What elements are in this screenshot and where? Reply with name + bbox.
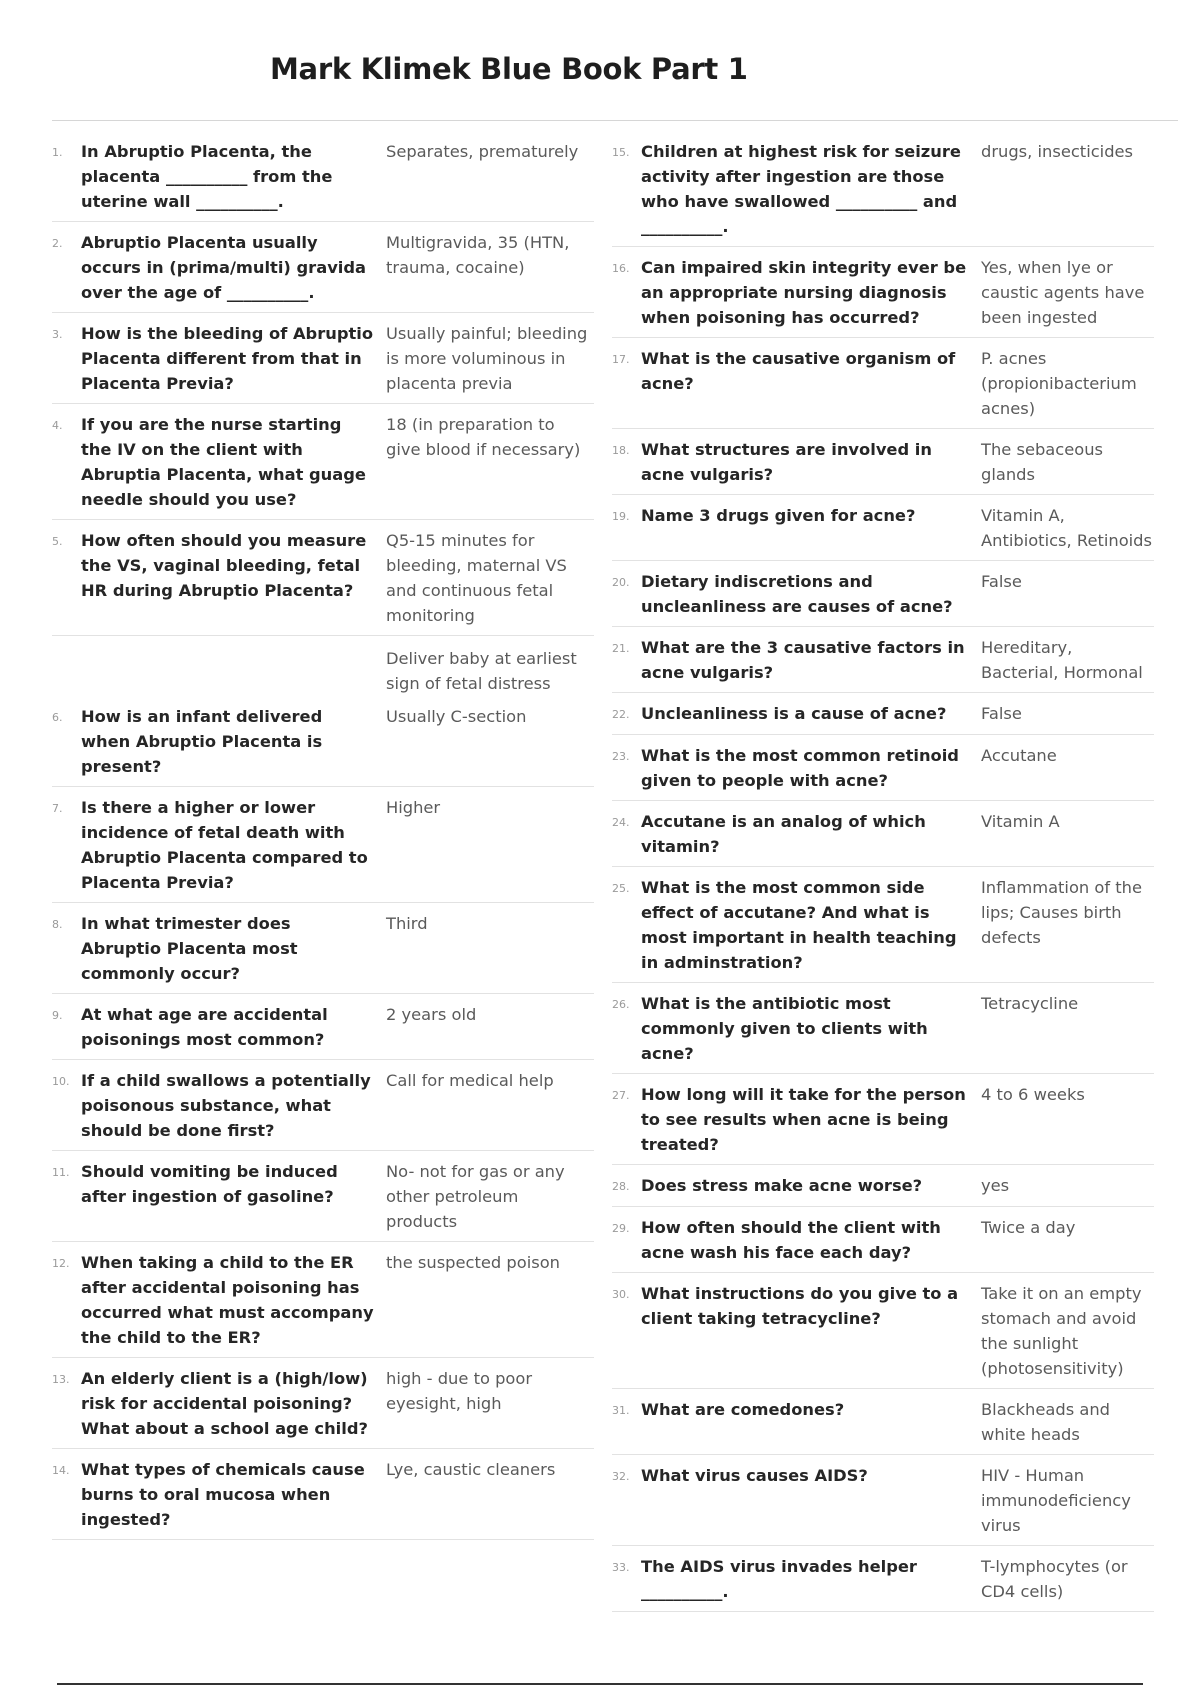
card-number: 33. bbox=[612, 1561, 630, 1574]
flashcard bbox=[52, 526, 594, 636]
card-answer: Take it on an empty stomach and avoid the sunlight (photosensitivity) bbox=[981, 1284, 1142, 1378]
flashcard bbox=[52, 228, 594, 313]
flashcard bbox=[52, 1066, 594, 1151]
card-number: 21. bbox=[612, 642, 630, 655]
card-answer: Vitamin A, Antibiotics, Retinoids bbox=[981, 506, 1153, 550]
card-number: 18. bbox=[612, 444, 630, 457]
card-number: 19. bbox=[612, 510, 630, 523]
card-answer: Separates, prematurely bbox=[386, 142, 579, 161]
card-question: Dietary indiscretions and uncleanliness are causes of acne? bbox=[641, 572, 953, 616]
flashcard bbox=[612, 741, 1154, 801]
card-number: 14. bbox=[52, 1464, 70, 1477]
card-question: Accutane is an analog of which vitamin? bbox=[641, 812, 926, 856]
card-question: At what age are accidental poisonings most common? bbox=[81, 1005, 328, 1049]
card-question: How often should you measure the VS, vaginal bleeding, fetal HR during Abruptio Placenta? bbox=[81, 531, 367, 600]
card-answer: HIV - Human immunodeficiency virus bbox=[981, 1466, 1131, 1535]
card-number: 27. bbox=[612, 1089, 630, 1102]
card-answer: 18 (in preparation to give blood if necessary) bbox=[386, 415, 581, 459]
card-question: In what trimester does Abruptio Placenta most commonly occur? bbox=[81, 914, 298, 983]
flashcard bbox=[612, 1080, 1154, 1165]
card-question: When taking a child to the ER after accidental poisoning has occurred what must accompany the child to the ER? bbox=[81, 1253, 374, 1347]
card-question: An elderly client is a (high/low) risk for accidental poisoning? What about a school age child? bbox=[81, 1369, 368, 1438]
card-question: Is there a higher or lower incidence of fetal death with Abruptio Placenta compared to Placenta Previa? bbox=[81, 798, 368, 892]
card-number: 3. bbox=[52, 328, 63, 341]
card-number: 24. bbox=[612, 816, 630, 829]
card-question: Does stress make acne worse? bbox=[641, 1176, 923, 1195]
card-answer: The sebaceous glands bbox=[981, 440, 1103, 484]
card-number: 1. bbox=[52, 146, 63, 159]
card-answer: No- not for gas or any other petroleum products bbox=[386, 1162, 565, 1231]
card-answer: Yes, when lye or caustic agents have been ingested bbox=[981, 258, 1145, 327]
card-answer: Lye, caustic cleaners bbox=[386, 1460, 556, 1479]
flashcard bbox=[612, 699, 1154, 735]
flashcard bbox=[612, 137, 1154, 247]
card-answer: Inflammation of the lips; Causes birth defects bbox=[981, 878, 1142, 947]
card-question: Uncleanliness is a cause of acne? bbox=[641, 704, 947, 723]
card-number: 10. bbox=[52, 1075, 70, 1088]
card-question: How often should the client with acne wash his face each day? bbox=[641, 1218, 941, 1262]
flashcard bbox=[52, 1157, 594, 1242]
flashcard bbox=[612, 989, 1154, 1074]
card-answer: Accutane bbox=[981, 746, 1057, 765]
card-answer: Twice a day bbox=[981, 1218, 1076, 1237]
right-column bbox=[612, 137, 1154, 1618]
card-answer: high - due to poor eyesight, high bbox=[386, 1369, 533, 1413]
flashcard bbox=[52, 793, 594, 903]
card-number: 29. bbox=[612, 1222, 630, 1235]
card-question: What is the antibiotic most commonly given to clients with acne? bbox=[641, 994, 928, 1063]
card-answer: Q5-15 minutes for bleeding, maternal VS and continuous fetal monitoring bbox=[386, 531, 567, 625]
title-divider bbox=[52, 120, 1178, 121]
flashcard bbox=[52, 1000, 594, 1060]
card-answer: False bbox=[981, 572, 1022, 591]
card-number: 15. bbox=[612, 146, 630, 159]
left-column bbox=[52, 137, 594, 1546]
card-answer: False bbox=[981, 704, 1022, 723]
right-card-list bbox=[612, 137, 1154, 1612]
card-question: What are the 3 causative factors in acne vulgaris? bbox=[641, 638, 965, 682]
flashcard bbox=[612, 633, 1154, 693]
card-number: 17. bbox=[612, 353, 630, 366]
card-number: 32. bbox=[612, 1470, 630, 1483]
card-answer: Blackheads and white heads bbox=[981, 1400, 1110, 1444]
card-answer: drugs, insecticides bbox=[981, 142, 1134, 161]
card-question: Abruptio Placenta usually occurs in (prima/multi) gravida over the age of __________. bbox=[81, 233, 367, 302]
flashcard bbox=[52, 137, 594, 222]
card-answer: P. acnes (propionibacterium acnes) bbox=[981, 349, 1137, 418]
card-question: If a child swallows a potentially poisonous substance, what should be done first? bbox=[81, 1071, 371, 1140]
card-question: Can impaired skin integrity ever be an appropriate nursing diagnosis when poisoning has occurred? bbox=[641, 258, 967, 327]
card-number: 31. bbox=[612, 1404, 630, 1417]
flashcard bbox=[612, 1395, 1154, 1455]
card-question: What is the most common side effect of accutane? And what is most important in health teaching in adminstration? bbox=[641, 878, 957, 972]
card-answer: Hereditary, Bacterial, Hormonal bbox=[981, 638, 1143, 682]
card-question: What structures are involved in acne vulgaris? bbox=[641, 440, 932, 484]
flashcard bbox=[612, 567, 1154, 627]
flashcard bbox=[612, 344, 1154, 429]
flashcard bbox=[612, 1171, 1154, 1207]
card-answer: Call for medical help bbox=[386, 1071, 554, 1090]
card-number: 30. bbox=[612, 1288, 630, 1301]
flashcard bbox=[52, 1248, 594, 1358]
card-number: 13. bbox=[52, 1373, 70, 1386]
card-number: 5. bbox=[52, 535, 63, 548]
card-answer: 4 to 6 weeks bbox=[981, 1085, 1085, 1104]
flashcard bbox=[612, 435, 1154, 495]
card-number: 22. bbox=[612, 708, 630, 721]
card-question: What instructions do you give to a client taking tetracycline? bbox=[641, 1284, 959, 1328]
flashcard bbox=[612, 1279, 1154, 1389]
flashcard bbox=[612, 1552, 1154, 1612]
flashcard bbox=[612, 501, 1154, 561]
card-answer: the suspected poison bbox=[386, 1253, 560, 1272]
flashcard bbox=[52, 909, 594, 994]
card-answer: 2 years old bbox=[386, 1005, 477, 1024]
flashcard bbox=[612, 873, 1154, 983]
card-question: What types of chemicals cause burns to oral mucosa when ingested? bbox=[81, 1460, 365, 1529]
card-answer: Third bbox=[386, 914, 428, 933]
flashcard bbox=[52, 319, 594, 404]
left-card-list-continued bbox=[52, 702, 594, 1540]
card-number: 16. bbox=[612, 262, 630, 275]
card-answer: yes bbox=[981, 1176, 1010, 1195]
card-question: What are comedones? bbox=[641, 1400, 845, 1419]
card-question: What virus causes AIDS? bbox=[641, 1466, 868, 1485]
card-number: 8. bbox=[52, 918, 63, 931]
card-number: 12. bbox=[52, 1257, 70, 1270]
card-number: 4. bbox=[52, 419, 63, 432]
card-number: 25. bbox=[612, 882, 630, 895]
card-question: Should vomiting be induced after ingestion of gasoline? bbox=[81, 1162, 338, 1206]
flashcard bbox=[612, 1213, 1154, 1273]
card-answer: Vitamin A bbox=[981, 812, 1060, 831]
flashcard bbox=[52, 702, 594, 787]
card-number: 26. bbox=[612, 998, 630, 1011]
card-number: 7. bbox=[52, 802, 63, 815]
card-question: Children at highest risk for seizure activity after ingestion are those who have swallowed __________ and __________. bbox=[641, 142, 961, 236]
card-number: 11. bbox=[52, 1166, 70, 1179]
card-number: 6. bbox=[52, 711, 63, 724]
card-number: 23. bbox=[612, 750, 630, 763]
card-question: What is the most common retinoid given to people with acne? bbox=[641, 746, 959, 790]
card-number: 20. bbox=[612, 576, 630, 589]
flashcard bbox=[612, 1461, 1154, 1546]
card-question: How is an infant delivered when Abruptio Placenta is present? bbox=[81, 707, 323, 776]
card-question: If you are the nurse starting the IV on the client with Abruptia Placenta, what guage needle should you use? bbox=[81, 415, 366, 509]
left-card-list bbox=[52, 137, 594, 636]
card-number: 28. bbox=[612, 1180, 630, 1193]
card-question: How long will it take for the person to see results when acne is being treated? bbox=[641, 1085, 966, 1154]
card-question: The AIDS virus invades helper __________. bbox=[641, 1557, 917, 1601]
card-answer: Usually painful; bleeding is more voluminous in placenta previa bbox=[386, 324, 588, 393]
card-question: What is the causative organism of acne? bbox=[641, 349, 956, 393]
footer-divider bbox=[57, 1683, 1143, 1685]
flashcard bbox=[52, 1364, 594, 1449]
flashcard bbox=[52, 1455, 594, 1540]
card-answer: Tetracycline bbox=[981, 994, 1079, 1013]
card-answer: Usually C-section bbox=[386, 707, 527, 726]
card-question: Name 3 drugs given for acne? bbox=[641, 506, 916, 525]
card-answer: Higher bbox=[386, 798, 441, 817]
extra-answer-note: Deliver baby at earliest sign of fetal distress bbox=[386, 649, 577, 693]
document-title: Mark Klimek Blue Book Part 1 bbox=[270, 52, 748, 86]
card-answer: Multigravida, 35 (HTN, trauma, cocaine) bbox=[386, 233, 570, 277]
flashcard bbox=[612, 253, 1154, 338]
card-number: 9. bbox=[52, 1009, 63, 1022]
flashcard bbox=[52, 410, 594, 520]
card-question: How is the bleeding of Abruptio Placenta different from that in Placenta Previa? bbox=[81, 324, 374, 393]
card-question: In Abruptio Placenta, the placenta __________ from the uterine wall __________. bbox=[81, 142, 333, 211]
card-number: 2. bbox=[52, 237, 63, 250]
card-answer: T-lymphocytes (or CD4 cells) bbox=[981, 1557, 1128, 1601]
flashcard bbox=[612, 807, 1154, 867]
